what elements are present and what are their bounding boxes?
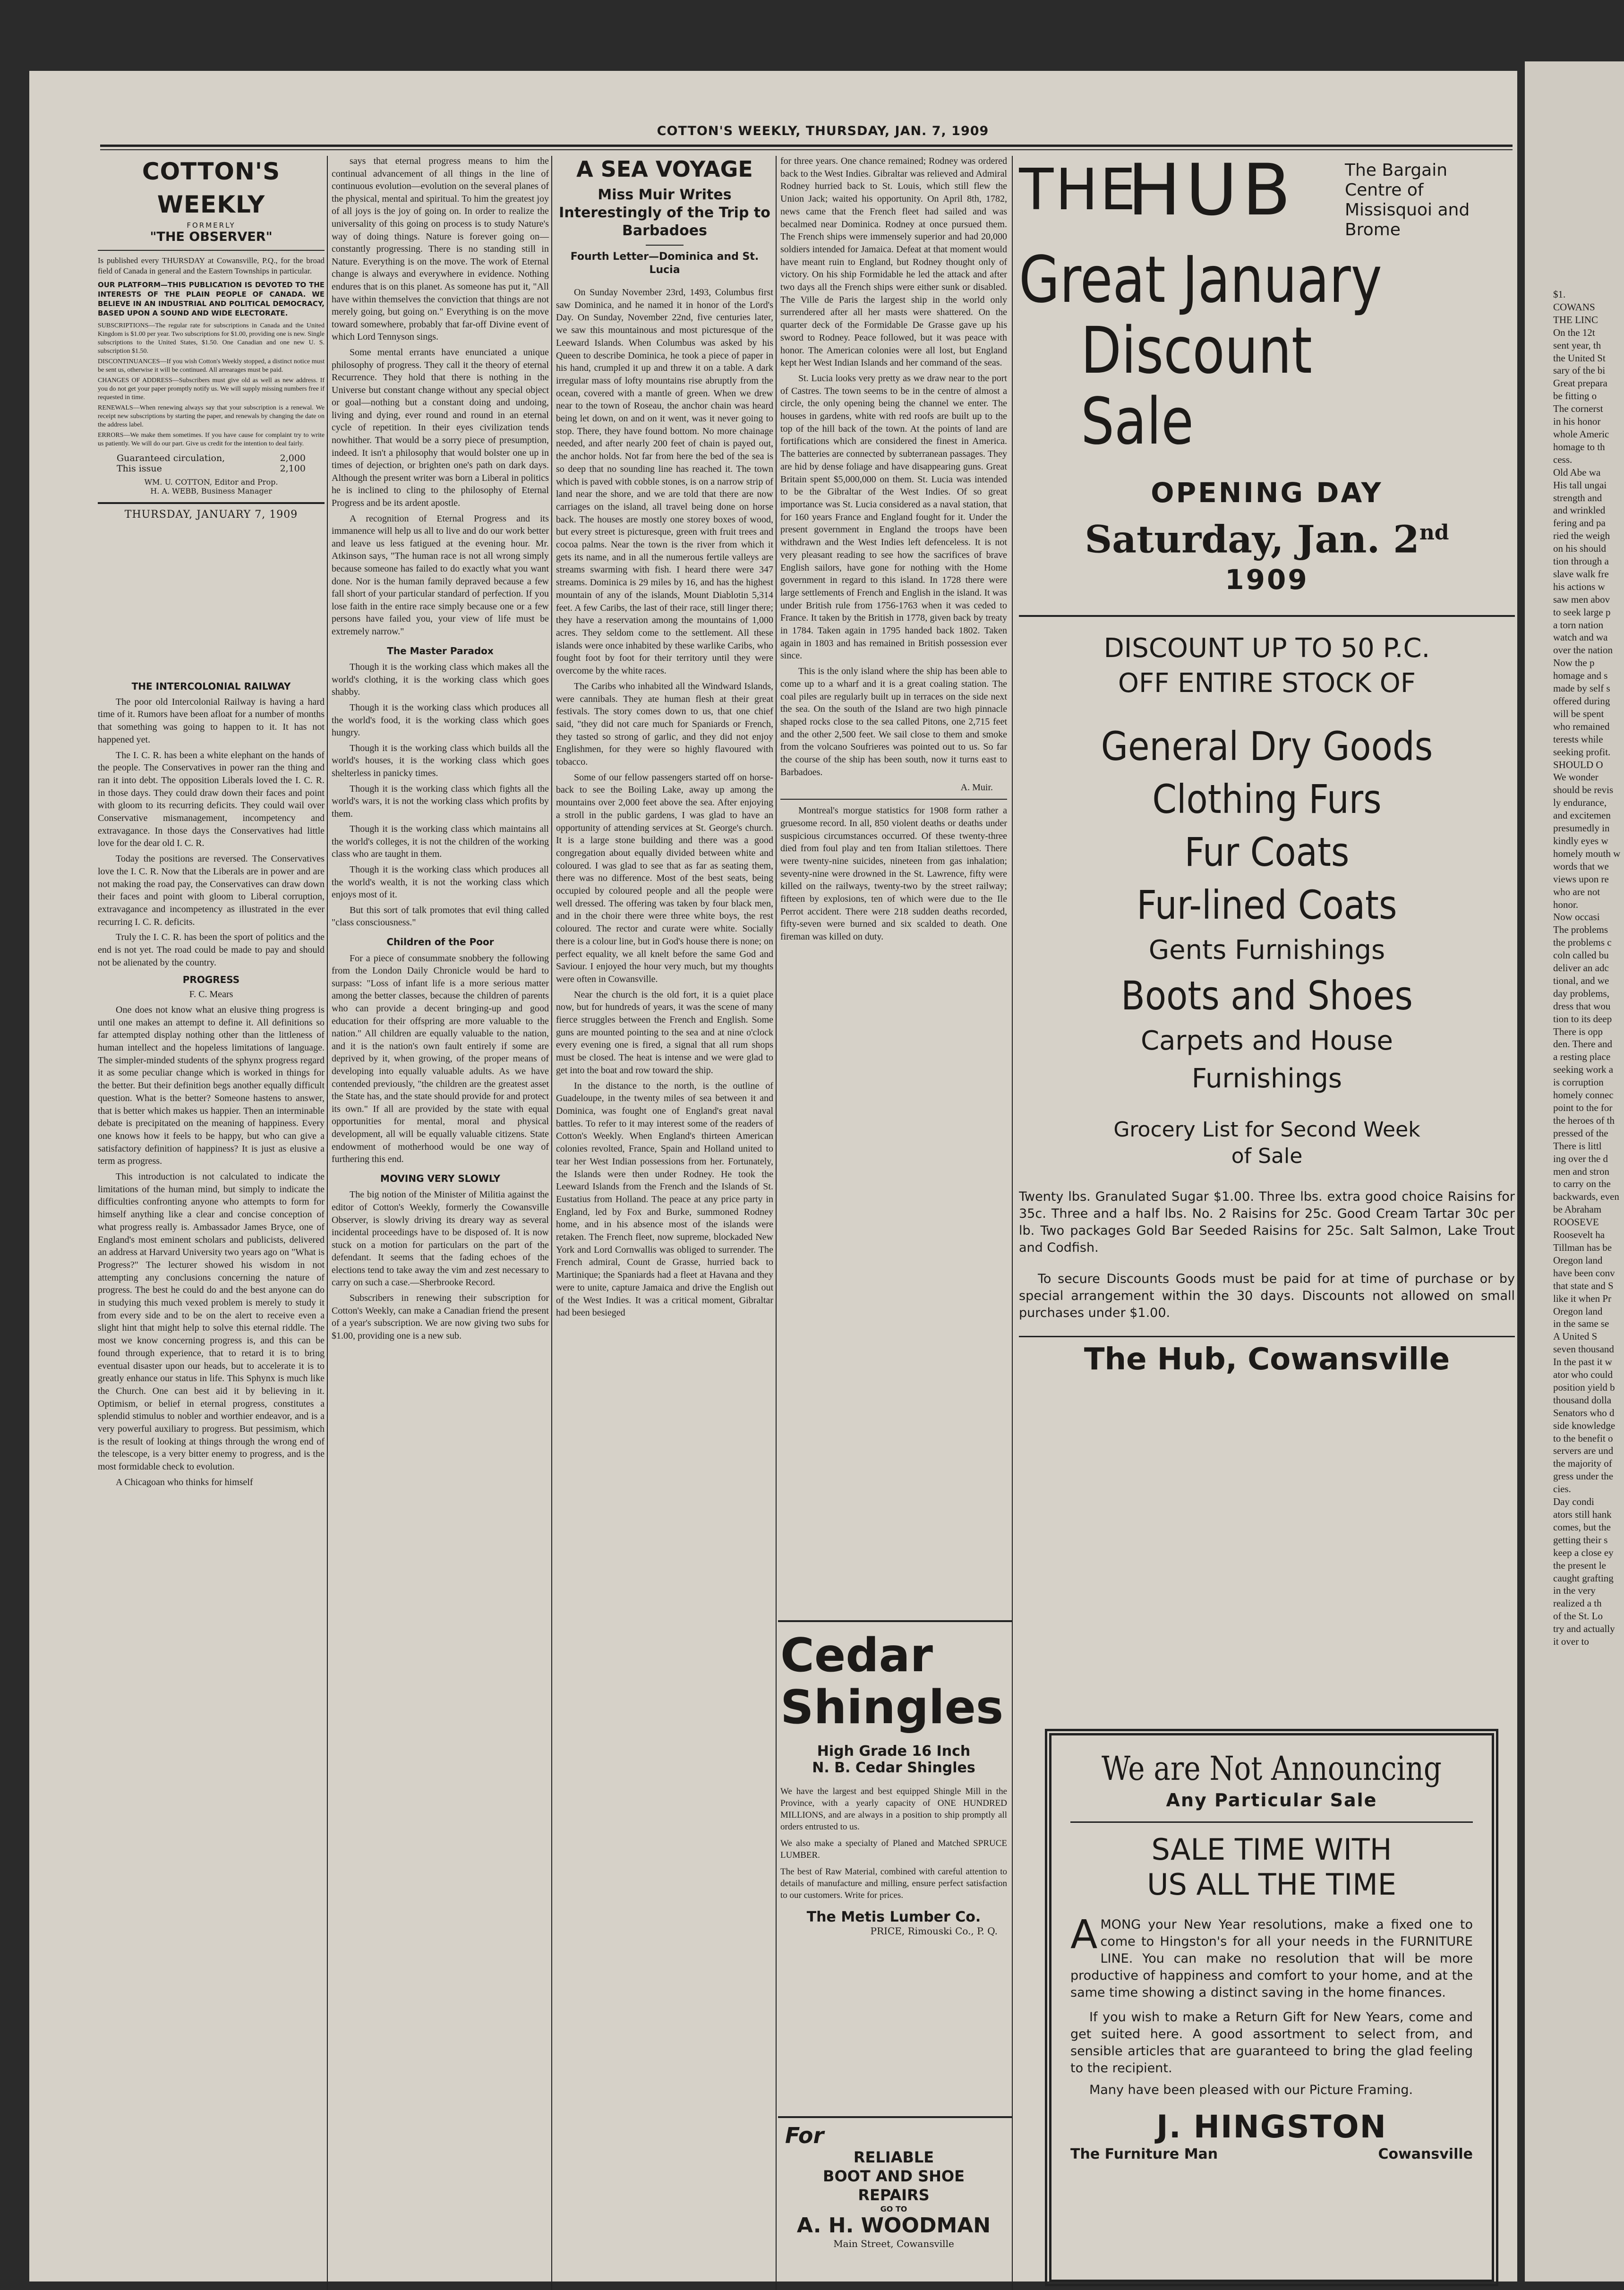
- hub-ad: [1019, 155, 1515, 1728]
- hub-item: General Dry Goods: [1101, 723, 1433, 769]
- woodman-line-3: REPAIRS: [858, 2186, 930, 2204]
- adjacent-page-line: $1.: [1553, 289, 1566, 300]
- hub-grocery-title: Grocery List for Second Week: [1113, 1117, 1420, 1142]
- adjacent-page-line: in the same se: [1553, 1318, 1609, 1330]
- adjacent-page-line: the problems c: [1553, 937, 1612, 948]
- adjacent-page-line: his actions w: [1553, 581, 1605, 592]
- adjacent-page-line: den. There and: [1553, 1038, 1612, 1050]
- hub-item: Carpets and House: [1140, 1025, 1393, 1056]
- cedar-body: We have the largest and best equipped Shingle Mill in the Province, with a yearly capacity of ONE HUNDRED MILLIONS, and are always in a position to ship promptly all orders entrusted to us.: [780, 1786, 1007, 1832]
- adjacent-page-line: seeking work a: [1553, 1064, 1614, 1076]
- masthead-platform: OUR PLATFORM—THIS PUBLICATION IS DEVOTED TO THE INTERESTS OF THE PLAIN PEOPLE OF CANADA. WE BELIEVE IN AN INDUSTRIAL AND POLITICAL DEMOCRACY, BASED UPON A SOUND AND WIDE ELECTORATE.: [98, 281, 325, 317]
- adjacent-page-line: Tillman has be: [1553, 1241, 1612, 1253]
- hingston-body-3: Many have been pleased with our Picture Framing.: [1089, 2083, 1413, 2097]
- hub-item: Fur Coats: [1184, 829, 1350, 875]
- column-rule: [327, 156, 328, 2290]
- cedar-title-2: Shingles: [780, 1681, 1004, 1735]
- adjacent-page-line: There is littl: [1553, 1140, 1602, 1152]
- sea-voyage-body: [556, 286, 773, 1319]
- adjacent-page-line: ator who could: [1553, 1369, 1613, 1381]
- issue-row: This issue 2,100: [117, 463, 306, 474]
- paragraph: But this sort of talk promotes that evil thing called "class consciousness.": [332, 905, 549, 928]
- adjacent-page-line: The cornerst: [1553, 403, 1603, 415]
- hub-item: Furnishings: [1191, 1063, 1342, 1094]
- hingston-role: The Furniture Man: [1070, 2146, 1218, 2162]
- paragraph: For a piece of consummate snobbery the following from the London Daily Chronicle would be hard to surpass: "Loss of infant life is a more serious matter among the better classes, because the children of parents who can provide a decent bringing-up and good education for their offspring are more valuable to the nation." All children are equally valuable to the nation, and it is the nation's own fault entirely if some are deprived by it, when growing, of the proper means of developing into equally valuable adults. As we have contended previously, "the children are the greatest asset the State has, and the state should provide for and protect its own." If all are provided by the state with equal opportunities for mental, moral and physical development, all will be equally valuable citizens. State endowment of motherhood would be one way of furthering this end.: [332, 953, 549, 1165]
- paragraph: Today the positions are reversed. The Conservatives love the I. C. R. Now that the Liberals are in power and are not making the road pay, the Conservatives can draw down their faces and point with gloom to Liberal corruption, extravagance and incompetency as illustrated in the ever recurring I. C. R. deficits.: [98, 854, 325, 927]
- hub-opening: OPENING DAY: [1151, 477, 1383, 509]
- adjacent-page-line: to the benefit o: [1553, 1432, 1613, 1444]
- subheading-sea-voyage: Miss Muir Writes Interestingly of the Trip to Barbadoes: [559, 187, 770, 239]
- adjacent-page-line: men and stron: [1553, 1165, 1609, 1177]
- hingston-footer-row: [1070, 2146, 1473, 2162]
- paragraph: Subscribers in renewing their subscription for Cotton's Weekly, can make a Canadian friend the present of a year's subscription. We are now giving two subs for $1.00, providing one is a new sub.: [332, 1293, 549, 1341]
- woodman-for: For: [785, 2123, 824, 2148]
- adjacent-page-line: deliver an adc: [1553, 962, 1609, 974]
- adjacent-page-line: sent year, th: [1553, 339, 1601, 351]
- adjacent-page-line: be Abraham: [1553, 1204, 1602, 1215]
- paragraph: St. Lucia looks very pretty as we draw near to the port of Castres. The town seems to be in the centre of almost a circle, the only opening being the channel we enter. The houses in gardens, white with red roofs are built up to the top of the hill back of the town. At the points of land are fortifications which are considered the finest in America. The batteries are connected by subterranean passages. They are hid by dense foliage and have disappearing guns. Great Britain spent $5,000,000 on them. St. Lucia was intended to be the Gibraltar of the West Indies. Of so great importance was St. Lucia considered as a naval station, that for 160 years France and England fought for it. Under the present government in England the troops have been withdrawn and the West Indies left defenceless. It is not very pleasant reading to see how the sacrifices of brave English sailors, have gone for nothing with the Home government in regard to this island. In 1728 there were large settlements of French and English in the island. It was under British rule from 1756-1763 when it was ceded to France. It taken by the British in 1778, given back by treaty in 1784. Taken again in 1795 handed back 1802. Taken again in 1803 and has remained in British possession ever since.: [780, 373, 1007, 661]
- adjacent-page-line: coln called bu: [1553, 949, 1609, 961]
- heading-paradox: The Master Paradox: [387, 645, 494, 657]
- hub-year: 1909: [1225, 563, 1309, 596]
- signature: A. Muir.: [960, 782, 993, 793]
- cedar-company: The Metis Lumber Co.: [806, 1909, 981, 1925]
- paragraph: Though it is the working class which makes all the world's clothing, it is the working class which goes shabby.: [332, 662, 549, 698]
- adjacent-page-line: the United St: [1553, 352, 1606, 364]
- adjacent-page-line: a torn nation: [1553, 619, 1604, 631]
- adjacent-page-line: in his honor: [1553, 416, 1601, 427]
- adjacent-page-line: tional, and we: [1553, 974, 1609, 986]
- hub-the: THE: [1019, 157, 1138, 223]
- hingston-body-text: MONG your New Year resolutions, make a fixed one to come to Hingston's for all your needs in the FURNITURE LINE. You can make no resolution that will be more productive of happiness and comfort to your home, and at the same time showing a distinct saving in the home finances.: [1070, 1917, 1473, 2000]
- hingston-heading-2: Any Particular Sale: [1166, 1790, 1377, 1811]
- adjacent-page-line: ators still hank: [1553, 1509, 1612, 1520]
- woodman-ad: [780, 2123, 1007, 2279]
- adjacent-page-line: views upon re: [1553, 873, 1609, 885]
- masthead-errors: ERRORS—We make them sometimes. If you have cause for complaint try to write us patiently. We will do our part. Give us credit for the intention to deal fairly.: [98, 432, 325, 447]
- adjacent-page-line: homage and s: [1553, 670, 1608, 682]
- adjacent-page-line: homage to th: [1553, 441, 1605, 453]
- paragraph: says that eternal progress means to him the continual advancement of all things in the line of continuous evolution—evolution on the several planes of the physical, mental and spiritual. To him the greatest joy of all joys is the joy of going on. In order to realize the universality of this going on process is to study Nature's way of doing things. Nature is forever going on—constantly progressing. There is no standing still in Nature. Everything is on the move. The work of Eternal change is always and everywhere in evidence. Nothing endures that is on this planet. As someone has put it, "All have within themselves the conviction that things are not merely going, but going on." Everything is on the move toward somewhere, probably that far-off Divine event of which Lord Tennyson sings.: [332, 156, 549, 342]
- adjacent-page-line: honor.: [1553, 898, 1579, 910]
- paragraph: Montreal's morgue statistics for 1908 form rather a gruesome record. In all, 850 violent deaths or deaths under suspicious circumstances occurred. Of these twenty-three died from foul play and ten from Italian stilettoes. There were twenty-nine suicides, nineteen from gas inhalation; seventy-nine were drowned in the St. Lawrence, fifty were killed on the railways, twenty-two by the street railway; fifteen by explosions, ten of which were due to the Ile Perrot accident. There were 218 sudden deaths recorded, fifty-seven were burned and six scalded to death. One fireman was killed on duty.: [780, 805, 1007, 942]
- adjacent-page-line: it over to: [1553, 1636, 1589, 1648]
- masthead-subscriptions: SUBSCRIPTIONS—The regular rate for subscriptions in Canada and the United Kingdom is $1.00 per year. Two subscriptions for $1.00, providing one is new. Single subscriptions to the United States, $1.50. One Canadian and one new U. S. subscription $1.50.: [98, 322, 325, 355]
- adjacent-page-line: presumedly in: [1553, 822, 1610, 834]
- woodman-name: A. H. WOODMAN: [796, 2213, 991, 2238]
- adjacent-page-line: sary of the bi: [1553, 365, 1606, 376]
- adjacent-page-line: ly endurance,: [1553, 797, 1607, 809]
- header-rule: [100, 145, 1513, 147]
- hub-terms: To secure Discounts Goods must be paid for at time of purchase or by special arrangement within the 30 days. Discounts not allowed on small purchases under $1.00.: [1019, 1271, 1515, 1320]
- woodman-line-2: BOOT AND SHOE: [823, 2167, 965, 2185]
- heading-sea-voyage: A SEA VOYAGE: [576, 156, 753, 182]
- adjacent-page-line: to carry on the: [1553, 1178, 1611, 1190]
- adjacent-page-line: COWANS: [1553, 301, 1595, 313]
- hub-rule: [1019, 615, 1515, 617]
- paragraph: Though it is the working class which maintains all the world's colleges, it is not the children of the working class who are taught in them.: [332, 824, 549, 860]
- cedar-body-3: The best of Raw Material, combined with careful attention to details of manufacture and milling, ensure perfect satisfaction to our customers. Write for prices.: [780, 1867, 1007, 1900]
- paragraph: Though it is the working class which builds all the world's houses, it is the working class which goes shelterless in panicky times.: [332, 743, 549, 778]
- adjacent-page-line: tion through a: [1553, 555, 1609, 567]
- adjacent-page-line: whole Americ: [1553, 428, 1609, 440]
- adjacent-page-line: side knowledge: [1553, 1419, 1615, 1431]
- adjacent-page-line: Now the p: [1553, 657, 1595, 669]
- masthead-intro: Is published every THURSDAY at Cowansville, P.Q., for the broad field of Canada in general and the Eastern Townships in particular.: [98, 256, 325, 275]
- adjacent-page-line: homely mouth w: [1553, 847, 1621, 859]
- adjacent-page-line: tion to its deep: [1553, 1013, 1612, 1025]
- cedar-body-2: We also make a specialty of Planed and Matched SPRUCE LUMBER.: [780, 1838, 1007, 1860]
- paragraph: The Caribs who inhabited all the Windward Islands, were cannibals. They ate human flesh at their great festivals. The story comes down to us, that one chief said, "they did not care much for Spaniards or French, they tasted so strong of garlic, and they did not enjoy Englishmen, for they were so highly flavoured with tobacco.: [556, 681, 773, 768]
- adjacent-page-line: like it when Pr: [1553, 1292, 1612, 1304]
- adjacent-page-line: comes, but the: [1553, 1521, 1611, 1533]
- hub-saturday-text: Saturday, Jan. 2: [1085, 517, 1419, 562]
- adjacent-page-line: realized a th: [1553, 1598, 1602, 1609]
- adjacent-page-line: the heroes of th: [1553, 1114, 1615, 1126]
- adjacent-page-line: ried the weigh: [1553, 530, 1610, 542]
- adjacent-page-line: watch and wa: [1553, 632, 1608, 643]
- hub-hub: HUB: [1128, 155, 1296, 231]
- masthead-formerly: FORMERLY: [187, 221, 236, 230]
- cedar-shingles-ad: [780, 1630, 1007, 2111]
- page-header: COTTON'S WEEKLY, THURSDAY, JAN. 7, 1909: [657, 124, 989, 138]
- adjacent-page-line: in the very: [1553, 1585, 1596, 1597]
- adjacent-page-line: Day condi: [1553, 1496, 1594, 1508]
- adjacent-page-line: that state and S: [1553, 1280, 1614, 1291]
- hub-item: Gents Furnishings: [1148, 934, 1385, 966]
- paragraph: This is the only island where the ship has been able to come up to a wharf and it is a great coaling station. The coal piles are regularly built up in terraces on the side next the sea. On the south of the Island are two high pinnacle shaped rocks close to the sea called Pitons, one 2,715 feet and the other 2,500 feet. We sail close to them and smoke from the volcano Soufrieres was pointed out to us. So far the course of the ship has been south, now it turns east to Barbadoes.: [780, 666, 1007, 778]
- drop-cap: A: [1070, 1911, 1098, 1957]
- adjacent-page-line: offered during: [1553, 695, 1610, 707]
- paragraph: Near the church is the old fort, it is a quiet place now, but for hundreds of years, it was the scene of many fierce struggles between the French and English. Some guns are mounted pointing to the sea and at nine o'clock every evening one is fired, a signal that all rum shops must be closed. The heat is intense and we were glad to get into the boat and row toward the ship.: [556, 989, 773, 1076]
- column-rule: [776, 156, 777, 2290]
- paragraph: for three years. One chance remained; Rodney was ordered back to the West Indies. Gibraltar was relieved and Admiral Rodney hurried back to St. Louis, which still flew the Union Jack; waited his opportunity. On April 8th, 1782, news came that the French fleet had sailed and was becalmed near Dominica. Rodney at once pursued them. The French ships were immensely superior and had 20,000 soldiers intended for Jamaica. Defeat at that moment would have meant ruin to England, but Rodney thought only of victory. On his ship Formidable he led the attack and after two days all the French ships were either sunk or disabled. The Ville de Paris the largest ship in the world only surrendered after all her masts were shattered. On the quarter deck of the Formidable De Grasse gave up his sword to Rodney. Peace followed, but it was peace with honor. The American colonies were all lost, but England kept her West Indian Islands and her command of the seas.: [780, 156, 1007, 368]
- adjacent-page-line: position yield b: [1553, 1381, 1615, 1393]
- hingston-heading-4: US ALL THE TIME: [1147, 1867, 1396, 1902]
- adjacent-page-line: caught grafting: [1553, 1572, 1614, 1584]
- hingston-heading-1: We are Not Announcing: [1101, 1749, 1442, 1788]
- column-2: [332, 155, 549, 2290]
- adjacent-page-line: Oregon land: [1553, 1254, 1603, 1266]
- woodman-address: Main Street, Cowansville: [833, 2238, 954, 2249]
- adjacent-page-line: cies.: [1553, 1483, 1571, 1495]
- adjacent-page-line: homely connec: [1553, 1089, 1614, 1101]
- paragraph: The poor old Intercolonial Railway is having a hard time of it. Rumors have been afloat for a number of months that something was going to happen to it. It has not happened yet.: [98, 696, 325, 745]
- hub-discount-line-2: OFF ENTIRE STOCK OF: [1118, 667, 1416, 699]
- adjacent-page-line: pressed of the: [1553, 1127, 1608, 1139]
- paragraph: This introduction is not calculated to indicate the limitations of the human mind, but simply to indicate the difficulties confronting anyone who attempts to form for himself anything like a clear and concise conception of what progress really is. Ambassador James Bryce, one of England's most eminent scholars and publicists, delivered an address at Harvard University two years ago on "What is Progress?" The lecturer showed his wisdom in not attempting any conclusions concerning the nature of progress. The best he could do and the best anyone can do in studying this much vexed problem is merely to study it from every side and to be on the alert to receive even a slight hint that might help to solve this eternal riddle. The most we know concerning progress is, and this can be found through experience, that to retard it is to bring eventual disaster upon our heads, but to accelerate it is to greatly enhance our status in life. This Sphynx is much like the Church. One can best aid it by believing in it. Optimism, or belief in eternal progress, constitutes a splendid stimulus to nobler and worthier endeavor, and is a very powerful auxiliary to progress. But pessimism, which is the result of looking at things through the wrong end of the telescope, is a very bitter enemy to progress, and is the most formidable check to evolution.: [98, 1171, 325, 1472]
- heading-slowly: MOVING VERY SLOWLY: [380, 1172, 500, 1184]
- adjacent-page-line: In the past it w: [1553, 1356, 1612, 1368]
- column-rule: [1012, 156, 1013, 2290]
- masthead-editor: WM. U. COTTON, Editor and Prop.: [144, 478, 278, 487]
- masthead-renewals: RENEWALS—When renewing always say that your subscription is a renewal. We receipt new subscriptions by starting the paper, and renewals by changing the date on the address label.: [98, 404, 325, 428]
- adjacent-page-line: gress under the: [1553, 1470, 1614, 1482]
- adjacent-page-strip: [1525, 61, 1624, 2281]
- adjacent-page-line: kindly eyes w: [1553, 835, 1608, 846]
- hingston-name: J. HINGSTON: [1156, 2109, 1387, 2145]
- hub-footer: The Hub, Cowansville: [1084, 1342, 1450, 1377]
- adjacent-page-line: of the St. Lo: [1553, 1610, 1603, 1622]
- letter-heading: Fourth Letter—Dominica and St. Lucia: [570, 251, 759, 276]
- adjacent-page-line: Great prepara: [1553, 377, 1607, 389]
- adjacent-page-line: who remained: [1553, 720, 1610, 732]
- hub-discount: Discount Sale: [1081, 314, 1312, 459]
- heading-children: Children of the Poor: [386, 936, 494, 948]
- adjacent-page-line: and wrinkled: [1553, 504, 1606, 516]
- adjacent-page-line: seeking profit.: [1553, 746, 1611, 758]
- adjacent-page-line: fering and pa: [1553, 517, 1606, 529]
- adjacent-page-line: slave walk fre: [1553, 568, 1609, 580]
- cedar-brand: N. B. Cedar Shingles: [812, 1760, 975, 1776]
- adjacent-page-line: be fitting o: [1553, 390, 1597, 402]
- hingston-heading-3: SALE TIME WITH: [1151, 1832, 1392, 1867]
- paragraph: A Chicagoan who thinks for himself: [116, 1477, 253, 1487]
- adjacent-page-line: over the nation: [1553, 644, 1613, 656]
- hub-grocery-list: Twenty lbs. Granulated Sugar $1.00. Three lbs. extra good choice Raisins for 35c. Three and a half lbs. No. 2 Raisins for 25c. Good Cream Tartar 30c per lb. Two packages Gold Bar Seeded Raisins for 25c. Salt Salmon, Lake Trout and Codfish.: [1019, 1189, 1515, 1255]
- adjacent-page-line: thousand dolla: [1553, 1394, 1612, 1406]
- woodman-line-1: RELIABLE: [853, 2148, 934, 2166]
- hub-item: Fur-lined Coats: [1137, 881, 1397, 928]
- column-4: [780, 155, 1007, 1596]
- sea-voyage-continued: [780, 155, 1007, 943]
- paragraph: Truly the I. C. R. has been the sport of politics and the end is not yet. The road could be made to pay and should not be alienated by the country.: [98, 932, 325, 968]
- masthead: [98, 155, 325, 665]
- cedar-title-1: Cedar: [780, 1630, 933, 1683]
- subhead-rule: [646, 245, 684, 246]
- adjacent-page-line: try and actually: [1553, 1623, 1615, 1635]
- adjacent-page-line: should be revis: [1553, 784, 1614, 796]
- adjacent-page-line: His tall ungai: [1553, 479, 1607, 491]
- adjacent-page-line: On the 12t: [1553, 326, 1595, 338]
- adjacent-page-line: Senators who d: [1553, 1407, 1615, 1418]
- adjacent-page-line: There is opp: [1553, 1025, 1603, 1037]
- adjacent-page-line: cess.: [1553, 453, 1573, 465]
- adjacent-page-line: Old Abe wa: [1553, 466, 1601, 478]
- adjacent-page-line: words that we: [1553, 860, 1609, 872]
- adjacent-page-line: Now occasi: [1553, 911, 1600, 923]
- adjacent-page-line: servers are und: [1553, 1445, 1614, 1457]
- date-rule: [98, 502, 325, 504]
- masthead-observer: "THE OBSERVER": [150, 230, 273, 244]
- adjacent-page-line: We wonder: [1553, 771, 1598, 783]
- paragraph: One does not know what an elusive thing progress is until one makes an attempt to define it. All definitions so far attempted display nothing other than the littleness of human intellect and the hopeless limitations of language. The simpler-minded students of the sphynx progress regard it as some peculiar change which is worked in things for the better. But their definition begs another equally difficult question. What is the better? Someone hastens to answer, that is better which makes us happier. Then an interminable debate is precipitated on the meaning of happiness. Every one knows how it feels to be happy, but who can give a satisfactory definition of happiness? It is just as elusive a term as progress.: [98, 1004, 325, 1167]
- masthead-manager: H. A. WEBB, Business Manager: [150, 487, 272, 496]
- adjacent-page-line: A United S: [1553, 1331, 1598, 1342]
- paragraph: Some of our fellow passengers started off on horse-back to see the Boiling Lake, away up among the mountains over 2,000 feet above the sea. After enjoying a stroll in the public gardens, I was glad to have an opportunity of attending services at St. George's church. It is a large stone building and there was a good congregation about equally divided between white and coloured. I was glad to see that as far as seating them, there was no difference. Most of the best seats, being occupied by coloured people and all the people were well dressed. The offering was taken by four black men, and in the choir there were three white boys, the rest coloured. The rector and curate were white. Socially there is a colour line, but in God's house there is none; on perfect equality, we all knelt before the same God and Saviour. I enjoyed the hour very much, but my thoughts were often in Cowansville.: [556, 772, 773, 984]
- article-rule: [780, 799, 1007, 800]
- adjacent-page-line: who are not: [1553, 886, 1600, 897]
- paragraph: A recognition of Eternal Progress and its immanence will help us all to live and do our work better and leave us less fatigued at the evening hour. Mr. Atkinson says, "The human race is not all wrong simply because someone has failed to do exactly what you want done. Nor is the human family depraved because a few fall short of your particular standard of perfection. If you lose faith in the entire race simply because one or a few persons have failed you, your view of life must be extremely narrow.": [332, 513, 549, 637]
- masthead-date: THURSDAY, JANUARY 7, 1909: [124, 509, 298, 521]
- paragraph: Some mental errants have enunciated a unique philosophy of progress. They call it the theory of eternal Recurrence. They hold that there is nothing in the Universe but constant change without any special object or goal—nothing but a constant doing and undoing, living and dying, ever round and round in an eternal cycle of repetition. In their eyes civilization tends nowhither. That would be a sorry piece of presumption, indeed. It isn't a philosophy that would bolster one up in times of dejection, or brighten one's path on dark days. Although the present writer was born a Liberal in politics he is inclined to cling to the philosophy of Eternal Progress and be its ardent apostle.: [332, 347, 549, 509]
- adjacent-page-line: is corruption: [1553, 1077, 1604, 1088]
- paragraph: The big notion of the Minister of Militia against the editor of Cotton's Weekly, formerly the Cowansville Observer, is slowly driving its dreary way as several incidental proceedings have to be disposed of. It is now stuck on a motion for particulars on the part of the defendant. It seems that the fading echoes of the elections tend to take away the vim and zest necessary to carry on such a case.—Sherbrooke Record.: [332, 1189, 549, 1288]
- cedar-grade: High Grade 16 Inch: [817, 1743, 971, 1760]
- adjacent-page-line: and excitemen: [1553, 810, 1611, 821]
- masthead-title: COTTON'S WEEKLY: [142, 158, 281, 218]
- woodman-goto: GO TO: [880, 2205, 907, 2213]
- adjacent-page-line: have been conv: [1553, 1267, 1615, 1279]
- adjacent-page-line: to seek large p: [1553, 606, 1611, 618]
- newspaper-page: [29, 71, 1517, 2281]
- adjacent-page-line: THE LINC: [1553, 314, 1598, 325]
- adjacent-page-line: getting their s: [1553, 1534, 1608, 1546]
- circulation-row: Guaranteed circulation, 2,000: [117, 453, 306, 463]
- hingston-rule: [1070, 1821, 1473, 1823]
- adjacent-page-line: saw men abov: [1553, 593, 1610, 605]
- paragraph: The I. C. R. has been a white elephant on the hands of the people. The Conservatives in power ran the thing and ran it into debt. The opposition Liberals loved the I. C. R. in those days. They could draw down their faces and point with gloom to its recurring deficits. They could wail over Conservative mismanagement, incompetency and extravagance. In those days the Conservatives had little love for the dear old I. C. R.: [98, 750, 325, 849]
- heading-railway: THE INTERCOLONIAL RAILWAY: [131, 681, 291, 692]
- hub-saturday: [1019, 509, 1515, 563]
- masthead-rule: [98, 250, 325, 251]
- adjacent-page-line: backwards, even: [1553, 1191, 1619, 1203]
- masthead-discontinuances: DISCONTINUANCES—If you wish Cotton's Weekly stopped, a distinct notice must be sent us, otherwise it will be continued. All arrearages must be paid.: [98, 358, 325, 374]
- paragraph: Though it is the working class which produces all the world's food, it is the working class which goes hungry.: [332, 702, 549, 738]
- adjacent-page-line: strength and: [1553, 492, 1602, 504]
- adjacent-page-line: terests while: [1553, 733, 1603, 745]
- column-rule: [551, 156, 552, 2290]
- paragraph: Though it is the working class which produces all the world's wealth, it is not the working class which enjoys most of it.: [332, 864, 549, 900]
- adjacent-page-line: made by self s: [1553, 683, 1610, 694]
- adjacent-page-line: point to the for: [1553, 1102, 1613, 1113]
- hingston-body-2: If you wish to make a Return Gift for New Years, come and get suited here. A good assortment to select from, and sensible articles that are guaranteed to bring the glad feeling to the recipient.: [1070, 2010, 1473, 2076]
- hub-great: Great January: [1019, 243, 1382, 317]
- hub-item: Clothing Furs: [1152, 776, 1382, 822]
- header-rule-thin: [100, 149, 1513, 150]
- column-1: [98, 680, 325, 2290]
- adjacent-page-line: day problems,: [1553, 987, 1609, 999]
- heading-progress: PROGRESS: [182, 974, 240, 986]
- hub-grocery-title-2: of Sale: [1231, 1144, 1303, 1168]
- adjacent-page-line: dress that wou: [1553, 1000, 1611, 1012]
- woodman-top-rule: [778, 2116, 1012, 2118]
- masthead-changes: CHANGES OF ADDRESS—Subscribers must give old as well as new address. If you do not get your paper promptly notify us. We will supply missing numbers free if requested in time.: [98, 377, 325, 401]
- hub-saturday-suffix: nd: [1419, 521, 1449, 545]
- paragraph: In the distance to the north, is the outline of Guadeloupe, in the twenty miles of sea between it and Dominica, was fought one of England's great naval battles. To refer to it may interest some of the readers of Cotton's Weekly. When England's thirteen American colonies revolted, France, Spain and Holland united to tear her West Indian possessions from her. Fortunately, the Islands were then under Rodney. He took the Leeward Islands from the French and the Islands of St. Eustatius from Holland. The peace at any price party in England, led by Fox and Burke, summoned Rodney home, and in his absence most of the islands were retaken. The French fleet, now supreme, blockaded New York and Lord Cornwallis was obliged to surrender. The French admiral, Count de Grasse, hurried back to Martinique; the Spaniards had a fleet at Havana and they were to unite, capture Jamaica and drive the English out of the West Indies. It was a critical moment, Gibraltar had been besieged: [556, 1080, 773, 1318]
- adjacent-page-line: The problems: [1553, 924, 1608, 936]
- hub-footer-rule: [1019, 1336, 1515, 1337]
- hub-discount-line-1: DISCOUNT UP TO 50 P.C.: [1103, 632, 1430, 664]
- adjacent-page-line: a resting place: [1553, 1051, 1611, 1063]
- adjacent-page-line: ing over the d: [1553, 1153, 1608, 1164]
- byline: F. C. Mears: [189, 989, 233, 1000]
- adjacent-page-line: on his should: [1553, 543, 1607, 555]
- hub-item: Boots and Shoes: [1121, 972, 1413, 1019]
- hingston-body: [1070, 1911, 1473, 2001]
- hingston-town: Cowansville: [1378, 2146, 1473, 2162]
- column-3: [556, 155, 773, 2290]
- adjacent-page-line: seven thousand: [1553, 1343, 1614, 1355]
- hub-bargain: The Bargain Centre of Missisquoi and Brome: [1345, 161, 1470, 239]
- hub-title-row: [1019, 155, 1515, 249]
- adjacent-page-line: ROOSEVE: [1553, 1216, 1599, 1228]
- adjacent-page-line: the majority of: [1553, 1458, 1612, 1470]
- adjacent-page-line: SHOULD O: [1553, 759, 1603, 770]
- adjacent-page-line: Oregon land: [1553, 1305, 1603, 1317]
- adjacent-page-line: keep a close ey: [1553, 1547, 1614, 1558]
- paragraph: Though it is the working class which fights all the world's wars, it is not the working class which profits by them.: [332, 783, 549, 819]
- paragraph: On Sunday November 23rd, 1493, Columbus first saw Dominica, and he named it in honor of the Lord's Day. On Sunday, November 22nd, five centuries later, we saw this mountainous and most picturesque of the Leeward Islands. When Columbus was asked by his Queen to describe Dominica, he took a piece of paper in his hand, crumpled it up and threw it on a table. A dark irregular mass of lofty mountains rise abruptly from the ocean, covered with a mantle of green. When we drew near to the town of Roseau, the anchor chain was heard being let down, on and on it went, was it never going to stop. There, they have found bottom. No more chainage needed, and after nearly 200 feet of chain is payed out, the anchor holds. Not far from here the bed of the sea is so deep that no sounding line has reached it. The town which is paved with cobble stones, is on a narrow strip of land near the shore, and we are told that there are now carriages on the island, all travel being done on horse back. The houses are mostly one storey boxes of wood, but every street is picturesque, green with fruit trees and cocoa palms. Near the town is the river from which it gets its name, and in all the numerous fertile valleys are streams swarming with fish. I heard there were 347 streams. Dominica is 29 miles by 16, and has the highest mountain of any of the islands, Mount Diablotin 5,314 feet. A few Caribs, the last of their race, still linger there; they have a reservation among the mountains of 1,000 acres. They seldom come to the settlement. All these islands were once inhabited by these warlike Caribs, who fought foot by foot for their territory until they were overcome by the white races.: [556, 287, 773, 676]
- adjacent-page-line: the present le: [1553, 1559, 1606, 1571]
- hingston-ad: [1045, 1729, 1498, 2286]
- adjacent-page-line: Roosevelt ha: [1553, 1229, 1605, 1241]
- cedar-location: PRICE, Rimouski Co., P. Q.: [870, 1925, 998, 1937]
- cedar-top-rule: [778, 1620, 1012, 1622]
- adjacent-page-text: [1525, 61, 1624, 1648]
- adjacent-page-line: will be spent: [1553, 708, 1604, 719]
